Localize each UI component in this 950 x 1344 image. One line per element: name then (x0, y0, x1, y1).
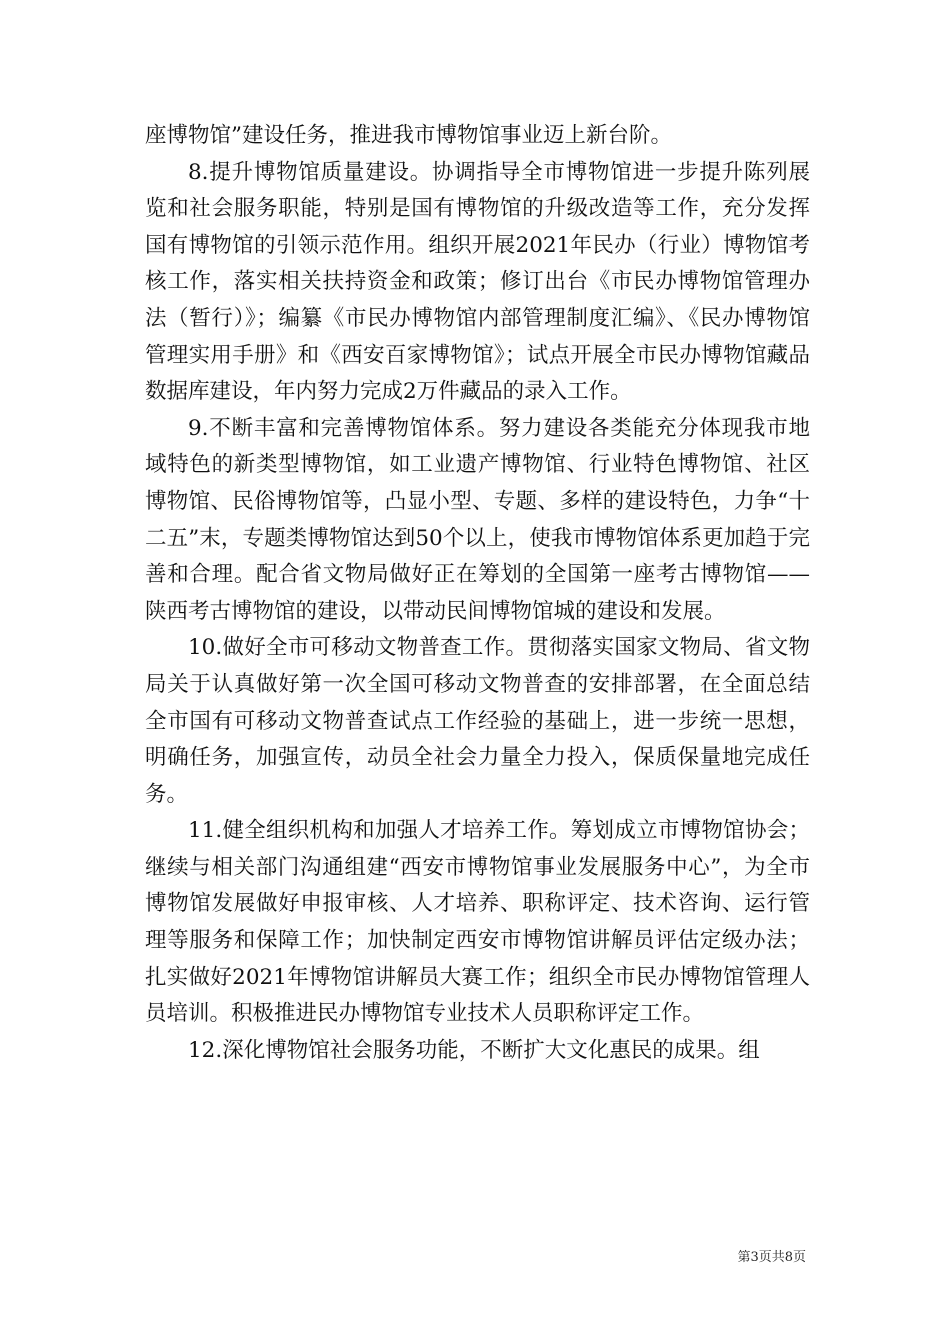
paragraph-item-9: 9.不断丰富和完善博物馆体系。努力建设各类能充分体现我市地域特色的新类型博物馆，如工业遗产博物馆、行业特色博物馆、社区博物馆、民俗博物馆等，凸显小型、专题、多样的建设特色，力争“十二五”末，专题类博物馆达到50个以上，使我市博物馆体系更加趋于完善和合理。配合省文物局做好正在筹划的全国第一座考古博物馆——陕西考古博物馆的建设，以带动民间博物馆城的建设和发展。 (145, 415, 810, 624)
page-number-footer: 第3页共8页 (737, 1250, 806, 1265)
paragraph-item-8: 8.提升博物馆质量建设。协调指导全市博物馆进一步提升陈列展览和社会服务职能，特别是国有博物馆的升级改造等工作，充分发挥国有博物馆的引领示范作用。组织开展2021年民办（行业）博物馆考核工作，落实相关扶持资金和政策；修订出台《市民办博物馆管理办法（暂行）》；编纂《市民办博物馆内部管理制度汇编》、《民办博物馆管理实用手册》和《西安百家博物馆》；试点开展全市民办博物馆藏品数据库建设，年内努力完成2万件藏品的录入工作。 (145, 159, 810, 405)
paragraph-item-11: 11.健全组织机构和加强人才培养工作。筹划成立市博物馆协会；继续与相关部门沟通组建“西安市博物馆事业发展服务中心”，为全市博物馆发展做好申报审核、人才培养、职称评定、技术咨询、运行管理等服务和保障工作；加快制定西安市博物馆讲解员评估定级办法；扎实做好2021年博物馆讲解员大赛工作；组织全市民办博物馆管理人员培训。积极推进民办博物馆专业技术人员职称评定工作。 (145, 818, 810, 1027)
document-body (145, 118, 810, 1069)
paragraph-continuation: 座博物馆”建设任务，推进我市博物馆事业迈上新台阶。 (145, 123, 672, 148)
paragraph-item-12: 12.深化博物馆社会服务功能，不断扩大文化惠民的成果。组 (188, 1037, 760, 1063)
paragraph-item-10: 10.做好全市可移动文物普查工作。贯彻落实国家文物局、省文物局关于认真做好第一次全国可移动文物普查的安排部署，在全面总结全市国有可移动文物普查试点工作经验的基础上，进一步统一思想，明确任务，加强宣传，动员全社会力量全力投入，保质保量地完成任务。 (145, 635, 810, 807)
